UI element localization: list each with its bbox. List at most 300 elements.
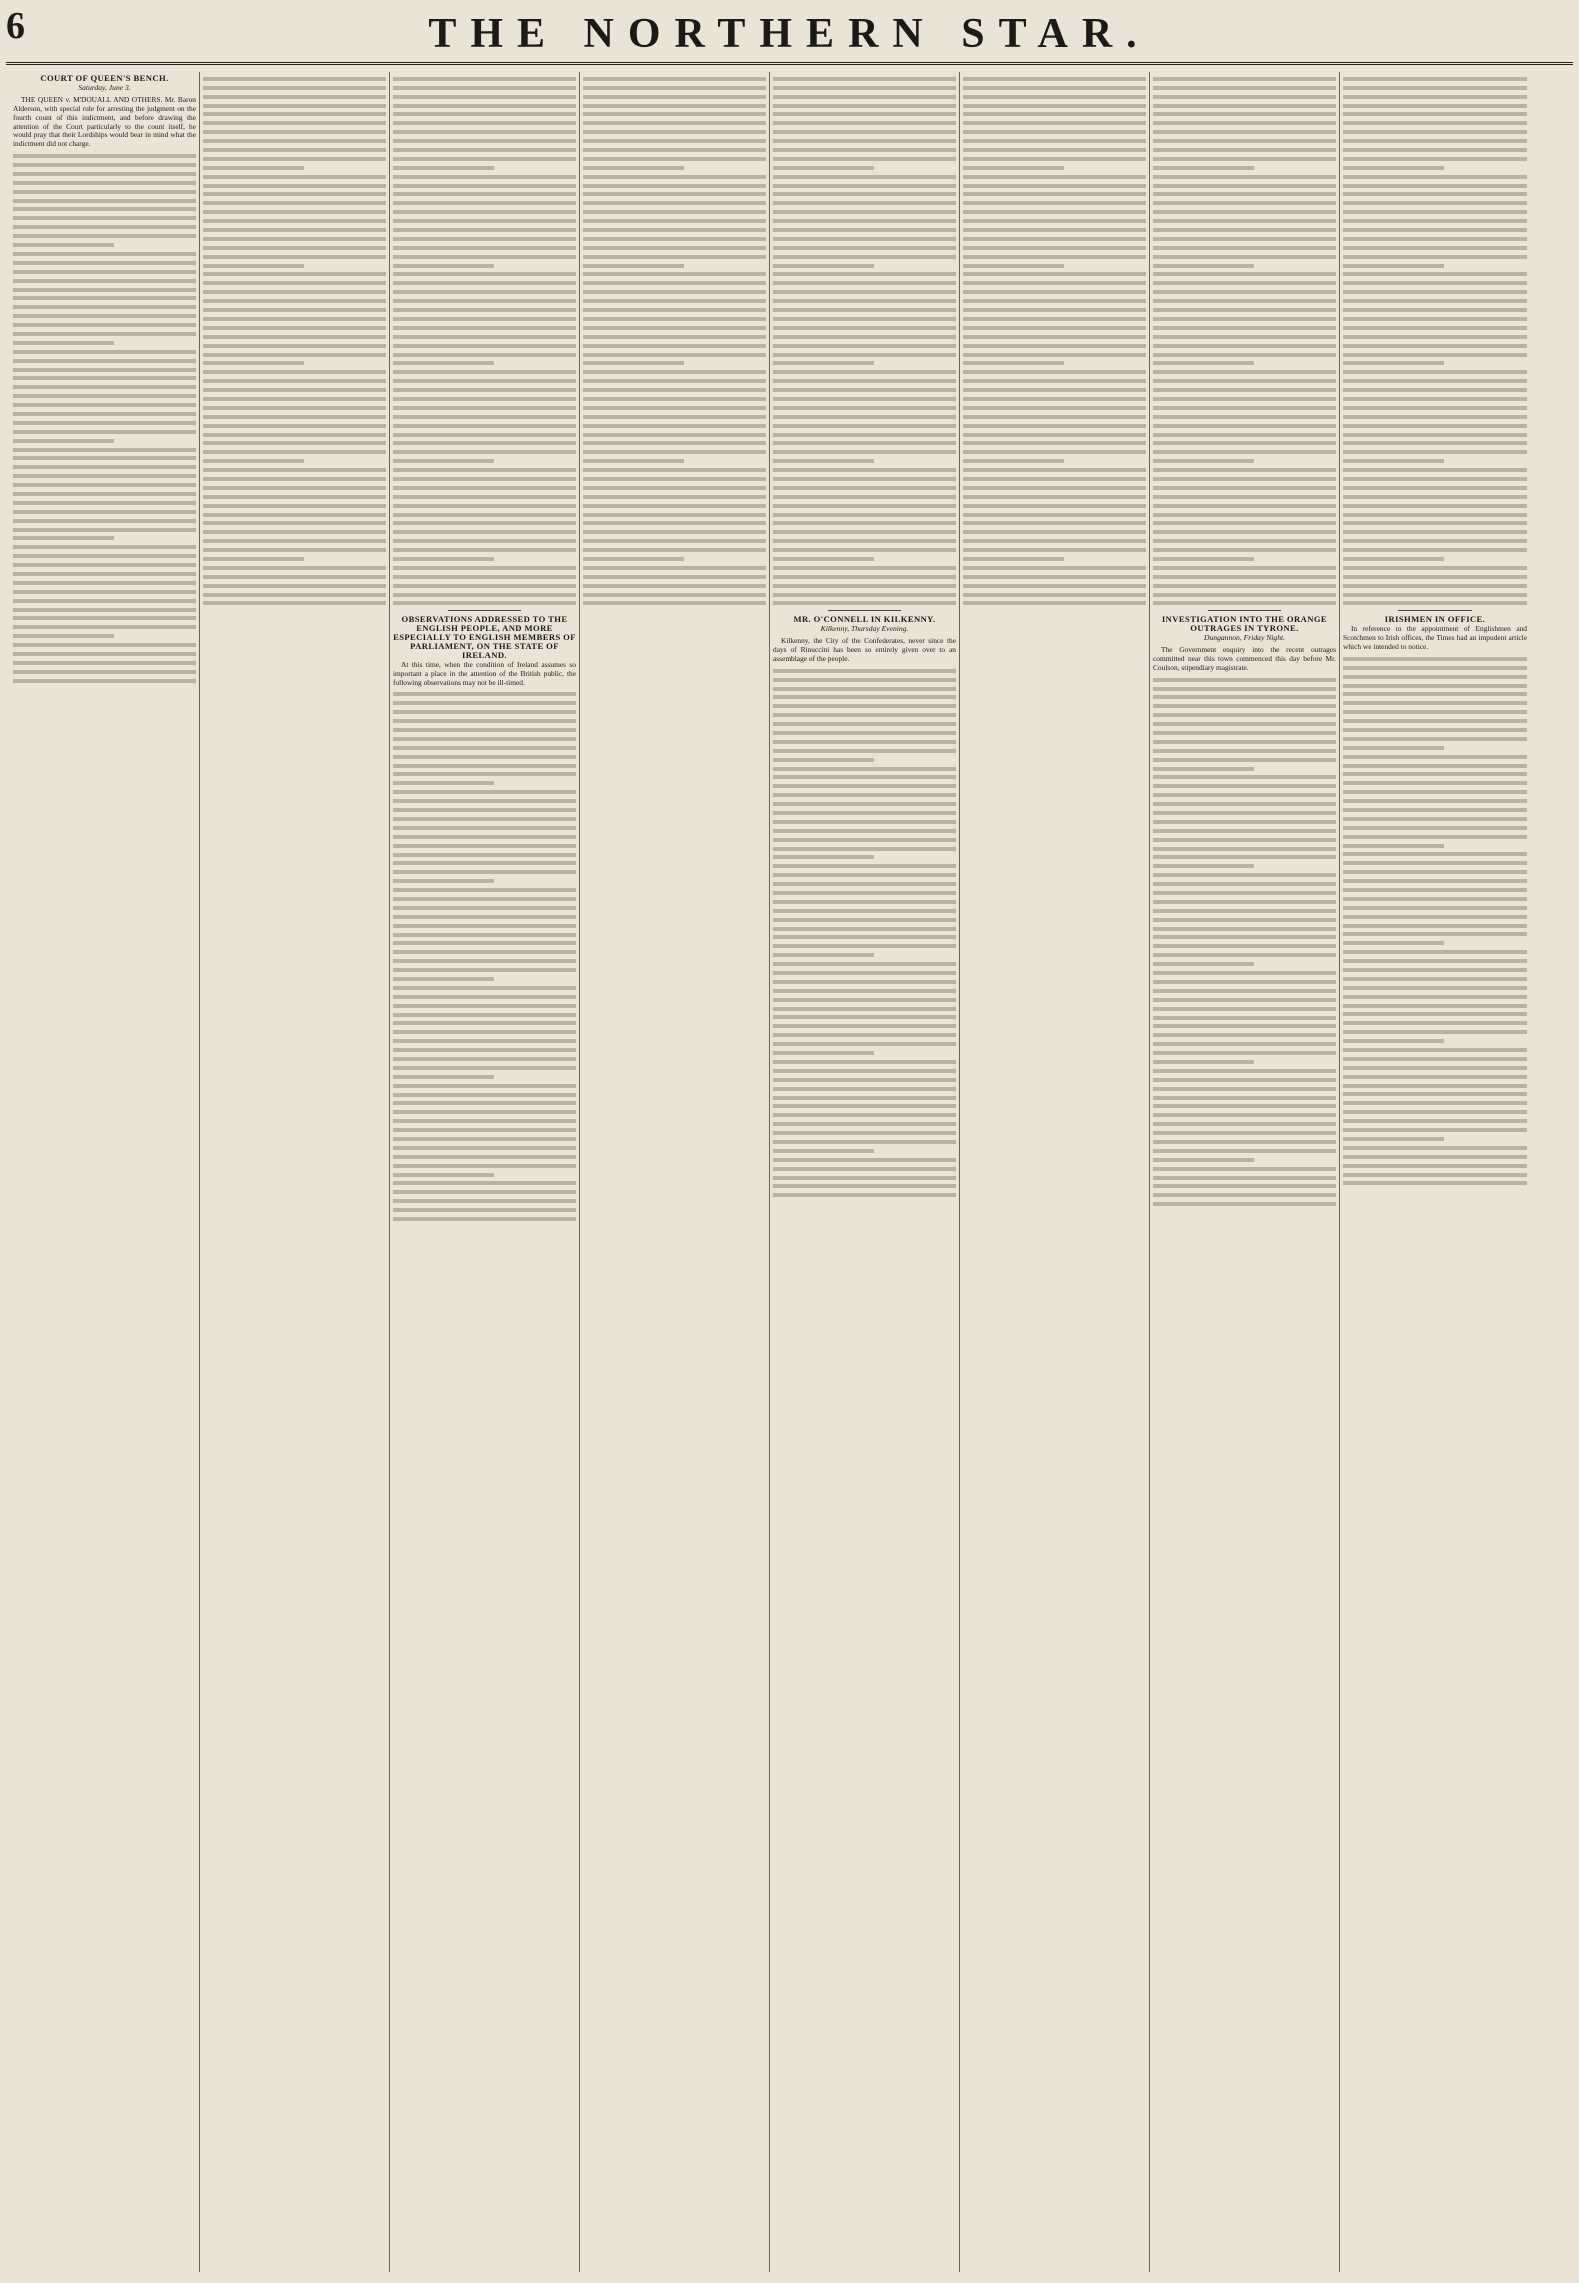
text-line [13, 350, 196, 354]
text-line [13, 599, 196, 603]
text-line [203, 184, 386, 188]
text-line [773, 166, 874, 170]
text-line [583, 175, 766, 179]
text-line [393, 539, 576, 543]
text-line [1343, 755, 1527, 759]
text-line [393, 290, 576, 294]
text-line [773, 802, 956, 806]
text-line [1343, 344, 1527, 348]
text-line [773, 927, 956, 931]
text-line [13, 625, 196, 629]
text-line [773, 121, 956, 125]
text-line [1343, 1075, 1527, 1079]
text-line [773, 722, 956, 726]
masthead-rule [6, 62, 1573, 65]
text-line [1153, 1007, 1336, 1011]
text-line [393, 228, 576, 232]
text-line [203, 175, 386, 179]
text-line [773, 1007, 956, 1011]
text-line [393, 1101, 576, 1105]
text-line [13, 341, 114, 345]
text-line [393, 424, 576, 428]
text-line [203, 415, 386, 419]
text-line [1153, 722, 1336, 726]
text-line [773, 775, 956, 779]
text-line [13, 536, 114, 540]
text-line [583, 504, 766, 508]
text-line [393, 477, 576, 481]
text-line [773, 317, 956, 321]
text-line [1343, 441, 1527, 445]
text-line [773, 335, 956, 339]
text-line [1343, 299, 1527, 303]
text-line [393, 746, 576, 750]
article-body: At this time, when the condition of Ireland assumes so important a place in the attention of the British public, the following observations may not be ill-timed. [393, 659, 576, 687]
text-line [1343, 941, 1444, 945]
column-text [1153, 77, 1336, 606]
text-line [1343, 852, 1527, 856]
text-line [773, 695, 956, 699]
text-line [773, 228, 956, 232]
text-line [773, 477, 956, 481]
text-line [393, 995, 576, 999]
text-line [13, 243, 114, 247]
text-line [1343, 566, 1527, 570]
text-line [393, 888, 576, 892]
text-line [773, 539, 956, 543]
text-line [1343, 335, 1527, 339]
text-line [963, 175, 1146, 179]
text-line [203, 95, 386, 99]
text-line [13, 456, 196, 460]
text-line [963, 513, 1146, 517]
text-line [773, 855, 874, 859]
text-line [1153, 441, 1336, 445]
text-line [1153, 112, 1336, 116]
text-line [203, 495, 386, 499]
article-heading: MR. O'CONNELL IN KILKENNY. [793, 614, 936, 625]
text-line [1153, 95, 1336, 99]
text-line [203, 361, 304, 365]
text-line [583, 121, 766, 125]
text-line [203, 104, 386, 108]
text-line [393, 968, 576, 972]
text-line [203, 264, 304, 268]
text-line [773, 130, 956, 134]
text-line [1153, 450, 1336, 454]
text-line [393, 281, 576, 285]
text-line [393, 728, 576, 732]
text-line [1343, 924, 1527, 928]
text-line [963, 575, 1146, 579]
text-line [393, 459, 494, 463]
text-line [393, 1208, 576, 1212]
text-line [203, 521, 386, 525]
text-line [1343, 1084, 1527, 1088]
text-line [1343, 121, 1527, 125]
text-line [393, 1110, 576, 1114]
text-line [583, 361, 684, 365]
text-line [13, 448, 196, 452]
text-line [1343, 1155, 1527, 1159]
text-line [773, 882, 956, 886]
text-line [583, 379, 766, 383]
text-line [1153, 909, 1336, 913]
text-line [773, 891, 956, 895]
text-line [393, 353, 576, 357]
text-line [583, 601, 766, 605]
text-line [13, 412, 196, 416]
text-line [1343, 968, 1527, 972]
text-line [1153, 1016, 1336, 1020]
text-line [393, 1013, 576, 1017]
text-line [13, 616, 196, 620]
text-line [1153, 601, 1336, 605]
text-line [203, 397, 386, 401]
text-line [963, 264, 1064, 268]
text-line [13, 385, 196, 389]
text-line [13, 225, 196, 229]
text-line [773, 290, 956, 294]
text-line [583, 370, 766, 374]
text-line [583, 77, 766, 81]
text-line [1343, 237, 1527, 241]
text-line [393, 468, 576, 472]
text-line [1343, 1146, 1527, 1150]
text-line [773, 1193, 956, 1197]
text-line [393, 237, 576, 241]
text-line [583, 593, 766, 597]
text-line [583, 415, 766, 419]
text-line [1343, 781, 1527, 785]
text-line [773, 687, 956, 691]
text-line [773, 450, 956, 454]
text-line [773, 1096, 956, 1100]
text-line [773, 713, 956, 717]
text-line [1343, 657, 1527, 661]
text-line [583, 219, 766, 223]
text-line [1153, 1042, 1336, 1046]
text-line [13, 563, 196, 567]
text-line [773, 811, 956, 815]
text-line [583, 317, 766, 321]
text-line [1153, 353, 1336, 357]
text-line [393, 370, 576, 374]
text-line [1343, 1048, 1527, 1052]
text-line [13, 670, 196, 674]
text-line [773, 504, 956, 508]
text-line [1343, 675, 1527, 679]
text-line [773, 237, 956, 241]
text-line [1153, 962, 1254, 966]
text-line [773, 486, 956, 490]
text-line [583, 281, 766, 285]
text-line [393, 361, 494, 365]
text-line [583, 344, 766, 348]
text-line [1153, 219, 1336, 223]
text-line [773, 820, 956, 824]
text-line [203, 424, 386, 428]
text-line [203, 539, 386, 543]
text-line [773, 495, 956, 499]
text-line [963, 326, 1146, 330]
text-line [393, 772, 576, 776]
text-line [393, 986, 576, 990]
column-6 [960, 72, 1150, 2272]
text-line [963, 77, 1146, 81]
text-line [1343, 844, 1444, 848]
text-line [963, 477, 1146, 481]
text-line [1153, 308, 1336, 312]
text-line [963, 192, 1146, 196]
text-line [1343, 477, 1527, 481]
text-line [773, 1042, 956, 1046]
text-line [1343, 719, 1527, 723]
text-line [203, 468, 386, 472]
text-line [393, 897, 576, 901]
text-line [393, 504, 576, 508]
text-line [393, 1173, 494, 1177]
text-line [203, 192, 386, 196]
text-line [583, 130, 766, 134]
text-line [1153, 433, 1336, 437]
text-line [393, 861, 576, 865]
article-heading: INVESTIGATION INTO THE ORANGE OUTRAGES IN TYRONE. [1161, 614, 1328, 634]
text-line [13, 554, 196, 558]
text-line [773, 139, 956, 143]
text-line [963, 495, 1146, 499]
text-line [773, 575, 956, 579]
text-line [1343, 977, 1527, 981]
text-line [963, 219, 1146, 223]
text-line [1153, 584, 1336, 588]
text-line [773, 424, 956, 428]
text-line [963, 246, 1146, 250]
text-line [13, 199, 196, 203]
text-line [393, 1181, 576, 1185]
text-line [963, 406, 1146, 410]
text-line [963, 95, 1146, 99]
text-line [1153, 1140, 1336, 1144]
text-line [393, 1190, 576, 1194]
column-3 [390, 72, 580, 2272]
text-line [1153, 989, 1336, 993]
text-line [203, 157, 386, 161]
text-line [203, 504, 386, 508]
text-line [963, 530, 1146, 534]
text-line [1343, 1092, 1527, 1096]
text-line [13, 483, 196, 487]
text-line [773, 909, 956, 913]
text-line [963, 317, 1146, 321]
text-line [963, 450, 1146, 454]
text-line [773, 326, 956, 330]
text-line [1153, 1069, 1336, 1073]
text-line [583, 353, 766, 357]
text-line [773, 272, 956, 276]
text-line [1153, 767, 1254, 771]
text-line [13, 234, 196, 238]
text-line [1153, 566, 1336, 570]
text-line [1343, 521, 1527, 525]
text-line [393, 335, 576, 339]
text-line [583, 424, 766, 428]
text-line [393, 246, 576, 250]
text-line [1343, 246, 1527, 250]
text-line [1153, 379, 1336, 383]
text-line [773, 521, 956, 525]
text-line [393, 95, 576, 99]
text-line [773, 593, 956, 597]
text-line [393, 950, 576, 954]
text-line [1343, 1164, 1527, 1168]
text-line [1343, 1057, 1527, 1061]
article-heading: IRISHMEN IN OFFICE. [1384, 614, 1486, 625]
text-line [773, 255, 956, 259]
text-line [773, 1176, 956, 1180]
text-line [1343, 601, 1527, 605]
text-line [1153, 459, 1254, 463]
text-line [1343, 584, 1527, 588]
text-line [1343, 817, 1527, 821]
text-line [1153, 539, 1336, 543]
text-line [1153, 513, 1336, 517]
text-line [773, 370, 956, 374]
text-line [963, 424, 1146, 428]
text-line [1153, 130, 1336, 134]
text-line [583, 584, 766, 588]
text-line [1153, 184, 1336, 188]
text-line [773, 953, 874, 957]
text-line [963, 255, 1146, 259]
text-line [773, 829, 956, 833]
text-line [1153, 388, 1336, 392]
text-line [1153, 1202, 1336, 1206]
text-line [203, 317, 386, 321]
column-text [773, 669, 956, 1198]
text-line [1153, 593, 1336, 597]
text-line [1153, 121, 1336, 125]
text-line [1153, 1184, 1336, 1188]
text-line [773, 344, 956, 348]
text-line [203, 530, 386, 534]
text-line [393, 817, 576, 821]
text-line [1153, 210, 1336, 214]
text-line [1153, 157, 1336, 161]
text-line [773, 415, 956, 419]
text-line [1153, 1033, 1336, 1037]
text-line [583, 210, 766, 214]
text-line [773, 148, 956, 152]
text-line [1343, 513, 1527, 517]
text-line [773, 77, 956, 81]
text-line [393, 1164, 576, 1168]
text-line [13, 634, 114, 638]
text-line [203, 299, 386, 303]
text-line [393, 344, 576, 348]
text-line [1153, 855, 1336, 859]
text-line [1343, 764, 1527, 768]
text-line [1343, 746, 1444, 750]
text-line [1153, 264, 1254, 268]
text-line [1343, 326, 1527, 330]
text-line [1153, 246, 1336, 250]
text-line [1343, 710, 1527, 714]
text-line [393, 790, 576, 794]
text-line [1153, 148, 1336, 152]
text-line [1153, 344, 1336, 348]
text-line [1343, 459, 1444, 463]
text-line [1153, 1131, 1336, 1135]
text-line [393, 219, 576, 223]
text-line [1343, 666, 1527, 670]
text-line [393, 879, 494, 883]
newspaper-title: THE NORTHERN STAR. [428, 11, 1151, 57]
text-line [1153, 864, 1254, 868]
text-line [1153, 678, 1336, 682]
text-line [1343, 861, 1527, 865]
text-line [773, 1024, 956, 1028]
text-line [203, 246, 386, 250]
text-line [583, 299, 766, 303]
text-line [773, 980, 956, 984]
text-line [203, 228, 386, 232]
text-line [393, 853, 576, 857]
text-line [13, 288, 196, 292]
text-line [1153, 86, 1336, 90]
text-line [1343, 737, 1527, 741]
text-line [1153, 927, 1336, 931]
text-line [773, 740, 956, 744]
text-line [583, 290, 766, 294]
text-line [1343, 888, 1527, 892]
text-line [1153, 1024, 1336, 1028]
text-line [1153, 521, 1336, 525]
text-line [963, 415, 1146, 419]
text-line [13, 679, 196, 683]
text-line [1343, 557, 1444, 561]
text-line [393, 255, 576, 259]
text-line [203, 477, 386, 481]
text-line [1343, 906, 1527, 910]
text-line [583, 272, 766, 276]
column-text [13, 154, 196, 683]
text-line [963, 104, 1146, 108]
article-body: THE QUEEN v. M'DOUALL AND OTHERS. Mr. Baron Alderson, with special rule for arresting the judgment on the fourth count of this indictment, and before drawing the attention of the Court particularly to the count itself, he would pray that their Lordships would bear in mind what the indictment did not charge. [13, 94, 196, 149]
text-line [583, 228, 766, 232]
article-divider [448, 610, 521, 611]
text-line [203, 459, 304, 463]
text-line [773, 308, 956, 312]
text-line [1153, 326, 1336, 330]
text-line [1153, 468, 1336, 472]
text-line [963, 112, 1146, 116]
text-line [773, 210, 956, 214]
text-line [963, 281, 1146, 285]
text-line [963, 486, 1146, 490]
text-line [1153, 1193, 1336, 1197]
column-text [583, 77, 766, 606]
text-line [1153, 802, 1336, 806]
text-line [1343, 1021, 1527, 1025]
text-line [963, 459, 1064, 463]
text-line [393, 719, 576, 723]
column-2 [200, 72, 390, 2272]
text-line [1153, 935, 1336, 939]
text-line [773, 838, 956, 842]
text-line [963, 521, 1146, 525]
text-line [203, 219, 386, 223]
